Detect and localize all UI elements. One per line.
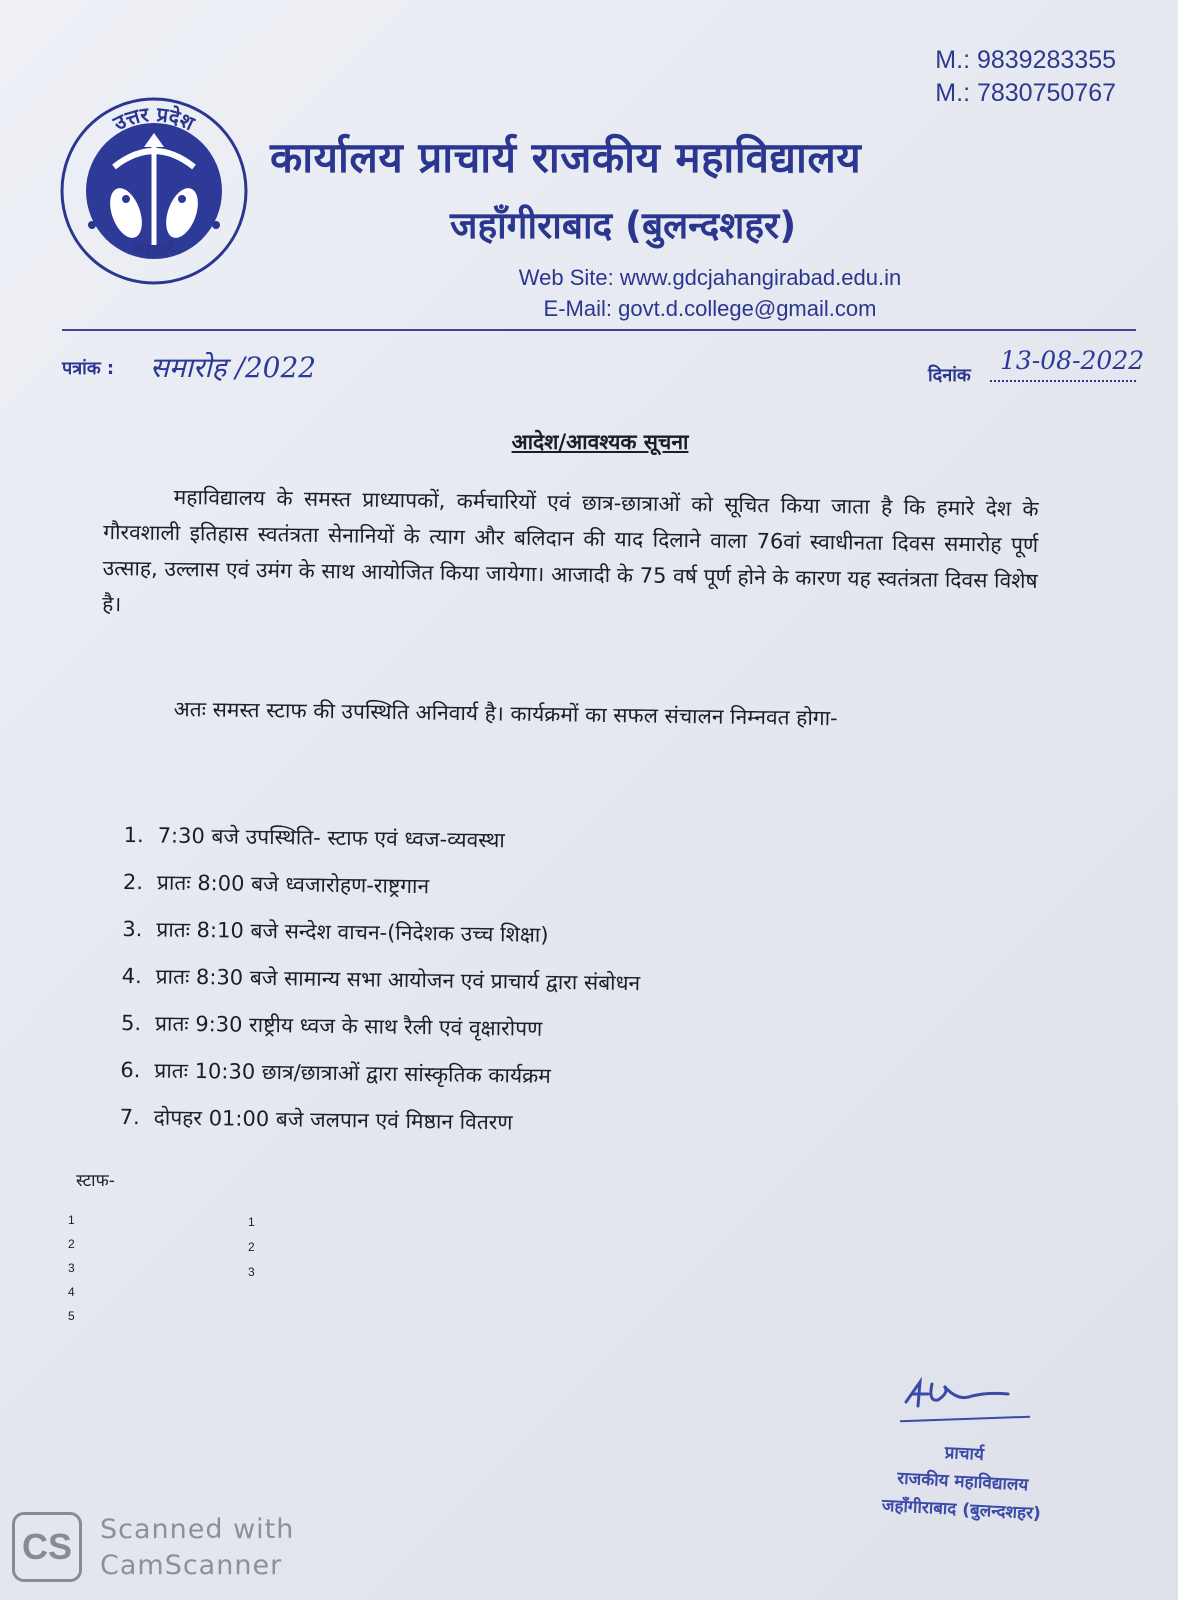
principal-stamp [846, 1434, 1080, 1530]
staff-list-column-1 [68, 1208, 75, 1328]
office-title: कार्यालय प्राचार्य राजकीय महाविद्यालय [270, 133, 862, 182]
schedule-text: दोपहर 01:00 बजे जलपान एवं मिष्ठान वितरण [153, 1105, 513, 1135]
schedule-number: 4. [121, 963, 142, 989]
schedule-text: प्रातः 10:30 छात्र/छात्राओं द्वारा सांस्कृतिक कार्यक्रम [154, 1058, 551, 1088]
ref-value: समारोह /2022 [150, 351, 317, 384]
camscanner-logo-icon: CS [12, 1512, 82, 1582]
emblem-bottom-text: सरकार [130, 236, 178, 262]
staff-number: 2 [68, 1237, 75, 1251]
stamp-location: जहाँगीराबाद (बुलन्दशहर) [881, 1495, 1042, 1525]
schedule-number: 3. [122, 916, 143, 942]
schedule-text: प्रातः 8:00 बजे ध्वजारोहण-राष्ट्रगान [156, 870, 430, 899]
phone-1: M.: 9839283355 [935, 46, 1116, 74]
staff-number: 3 [68, 1261, 75, 1275]
camscanner-watermark [100, 1512, 294, 1584]
staff-label: स्टाफ- [76, 1171, 115, 1191]
website-link[interactable]: Web Site: www.gdcjahangirabad.edu.in [518, 265, 902, 290]
date-value: 13-08-2022 [1000, 346, 1145, 375]
watermark-line-2: CamScanner [100, 1550, 283, 1581]
up-government-emblem-icon [58, 95, 250, 287]
header-divider [62, 329, 1136, 331]
schedule-text: प्रातः 8:10 बजे सन्देश वाचन-(निदेशक उच्च शिक्षा) [156, 917, 549, 947]
notice-paragraph-1: महाविद्यालय के समस्त प्राध्यापकों, कर्मचारियों एवं छात्र-छात्राओं को सूचित किया जाता है कि हमारे देश के गौरवशाली इतिहास स्वतंत्रता सेनानियों के त्याग और बलिदान की याद दिलाने वाला 76वां स्वाधीनता दिवस समारोह पूर्ण उत्साह, उल्लास एवं उमंग के साथ आयोजित किया जायेगा। आजादी के 75 वर्ष पूर्ण होने के कारण यह स्वतंत्रता दिवस विशेष है। [102, 484, 1039, 617]
schedule-number: 5. [120, 1010, 142, 1036]
schedule-number: 6. [120, 1057, 141, 1083]
staff-number: 4 [68, 1285, 75, 1299]
watermark-line-1: Scanned with [100, 1514, 295, 1545]
phone-2: M.: 7830750767 [935, 79, 1116, 107]
schedule-text: 7:30 बजे उपस्थिति- स्टाफ एवं ध्वज-व्यवस्था [157, 823, 505, 853]
date-dotted-line [990, 380, 1136, 382]
ref-label: पत्रांक : [62, 358, 115, 379]
stamp-title: प्राचार्य [944, 1442, 985, 1465]
emblem-top-text: उत्तर प्रदेश [109, 101, 199, 136]
staff-number: 2 [248, 1240, 255, 1254]
schedule-number: 2. [122, 869, 144, 895]
staff-number: 5 [68, 1309, 75, 1323]
phone-numbers [935, 44, 1116, 110]
schedule-text: प्रातः 9:30 राष्ट्रीय ध्वज के साथ रैली एवं वृक्षारोपण [154, 1011, 543, 1041]
date-label: दिनांक [928, 365, 971, 386]
notice-paragraph-2: अतः समस्त स्टाफ की उपस्थिति अनिवार्य है। कार्यक्रमों का सफल संचालन निम्नवत होगा- [173, 696, 838, 731]
email-link[interactable]: E-Mail: govt.d.college@gmail.com [543, 296, 877, 321]
schedule-number: 1. [123, 822, 144, 848]
signature-mark [898, 1372, 1028, 1422]
office-location: जहाँगीराबाद (बुलन्दशहर) [450, 204, 797, 247]
stamp-institution: राजकीय महाविद्यालय [896, 1468, 1029, 1496]
staff-number: 1 [248, 1215, 255, 1229]
staff-list-column-2 [248, 1210, 255, 1285]
staff-number: 3 [248, 1265, 255, 1279]
staff-number: 1 [68, 1213, 75, 1227]
schedule-list [119, 812, 924, 1152]
schedule-text: प्रातः 8:30 बजे सामान्य सभा आयोजन एवं प्राचार्य द्वारा संबोधन [155, 964, 641, 996]
notice-heading: आदेश/आवश्यक सूचना [511, 430, 689, 454]
contact-info [480, 262, 940, 324]
schedule-number: 7. [119, 1104, 140, 1130]
schedule-item [119, 1094, 920, 1152]
